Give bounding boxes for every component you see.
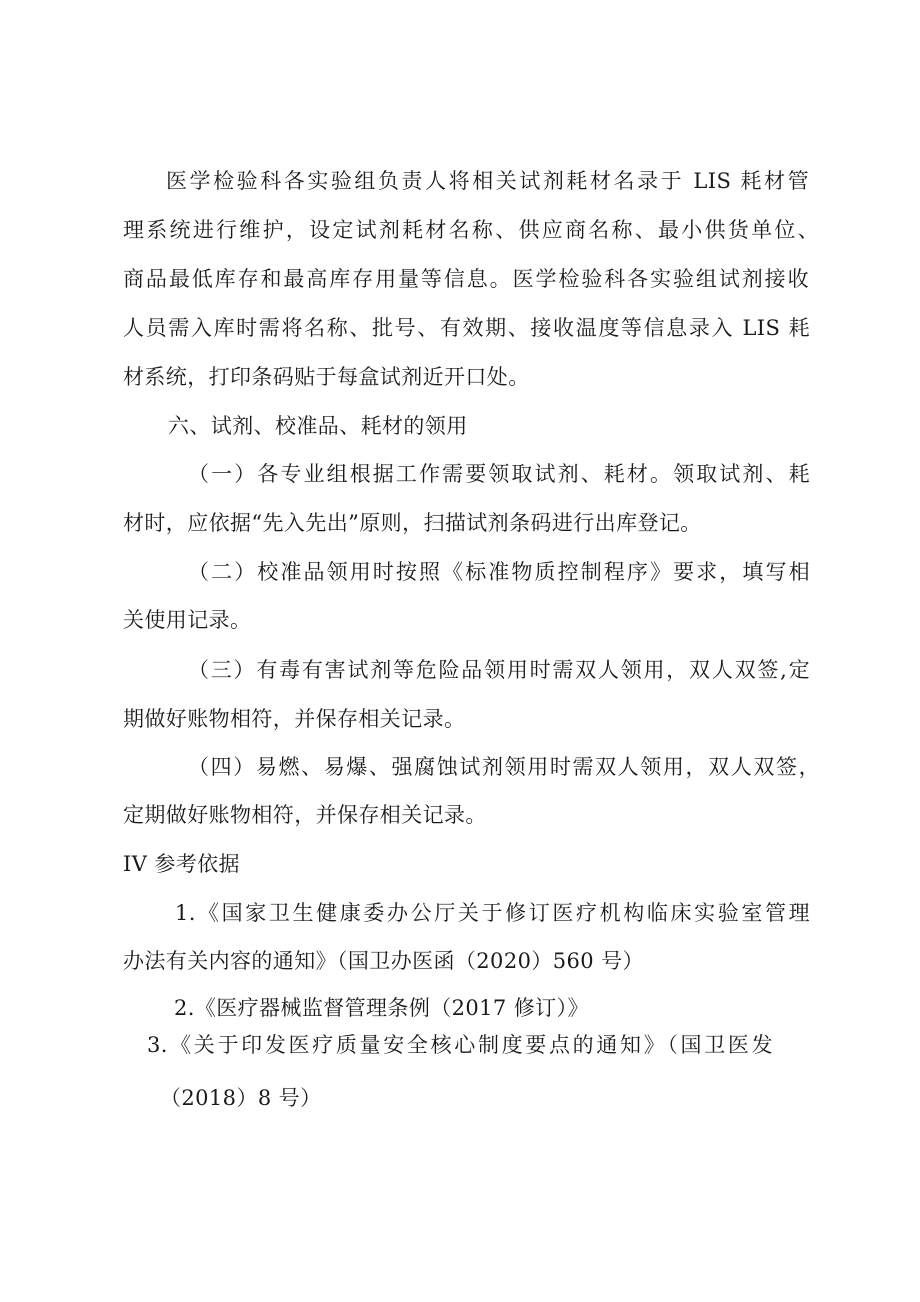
text-line: （二）校准品领用时按照《标准物质控制程序》要求，填写相 xyxy=(188,560,810,584)
text-line: 商品最低库存和最高库存用量等信息。医学检验科各实验组试剂接收 xyxy=(123,267,809,291)
text-line: 理系统进行维护，设定试剂耗材名称、供应商名称、最小供货单位、 xyxy=(123,218,819,242)
text-line: （一）各专业组根据工作需要领取试剂、耗材。领取试剂、耗 xyxy=(188,462,810,486)
section-heading: IV 参考依据 xyxy=(123,852,240,876)
section-heading: 六、试剂、校准品、耗材的领用 xyxy=(168,414,468,438)
text-line: 期做好账物相符，并保存相关记录。 xyxy=(123,707,466,731)
text-line: 材时，应依据“先入先出”原则，扫描试剂条码进行出库登记。 xyxy=(123,511,702,535)
text-line: 办法有关内容的通知》（国卫办医函（2020）560 号） xyxy=(123,949,644,973)
text-line: （四）易燃、易爆、强腐蚀试剂领用时需双人领用，双人双签， xyxy=(188,755,820,779)
text-line: （三）有毒有害试剂等危险品领用时需双人领用，双人双签,定 xyxy=(188,658,810,682)
text-line: 材系统，打印条码贴于每盒试剂近开口处。 xyxy=(123,365,530,389)
text-line: 3.《关于印发医疗质量安全核心制度要点的通知》（国卫医发 xyxy=(147,1033,773,1057)
text-line: 医学检验科各实验组负责人将相关试剂耗材名录于 LIS 耗材管 xyxy=(166,169,809,193)
reference-item: 2.《医疗器械监督管理条例（2017 修订）》 xyxy=(174,996,589,1020)
text-line: 关使用记录。 xyxy=(123,608,252,632)
text-line: 定期做好账物相符，并保存相关记录。 xyxy=(123,803,487,827)
text-line: （2018）8 号） xyxy=(160,1086,322,1110)
text-line: 人员需入库时需将名称、批号、有效期、接收温度等信息录入 LIS 耗 xyxy=(123,316,810,340)
text-line: 1.《国家卫生健康委办公厅关于修订医疗机构临床实验室管理 xyxy=(175,901,810,925)
